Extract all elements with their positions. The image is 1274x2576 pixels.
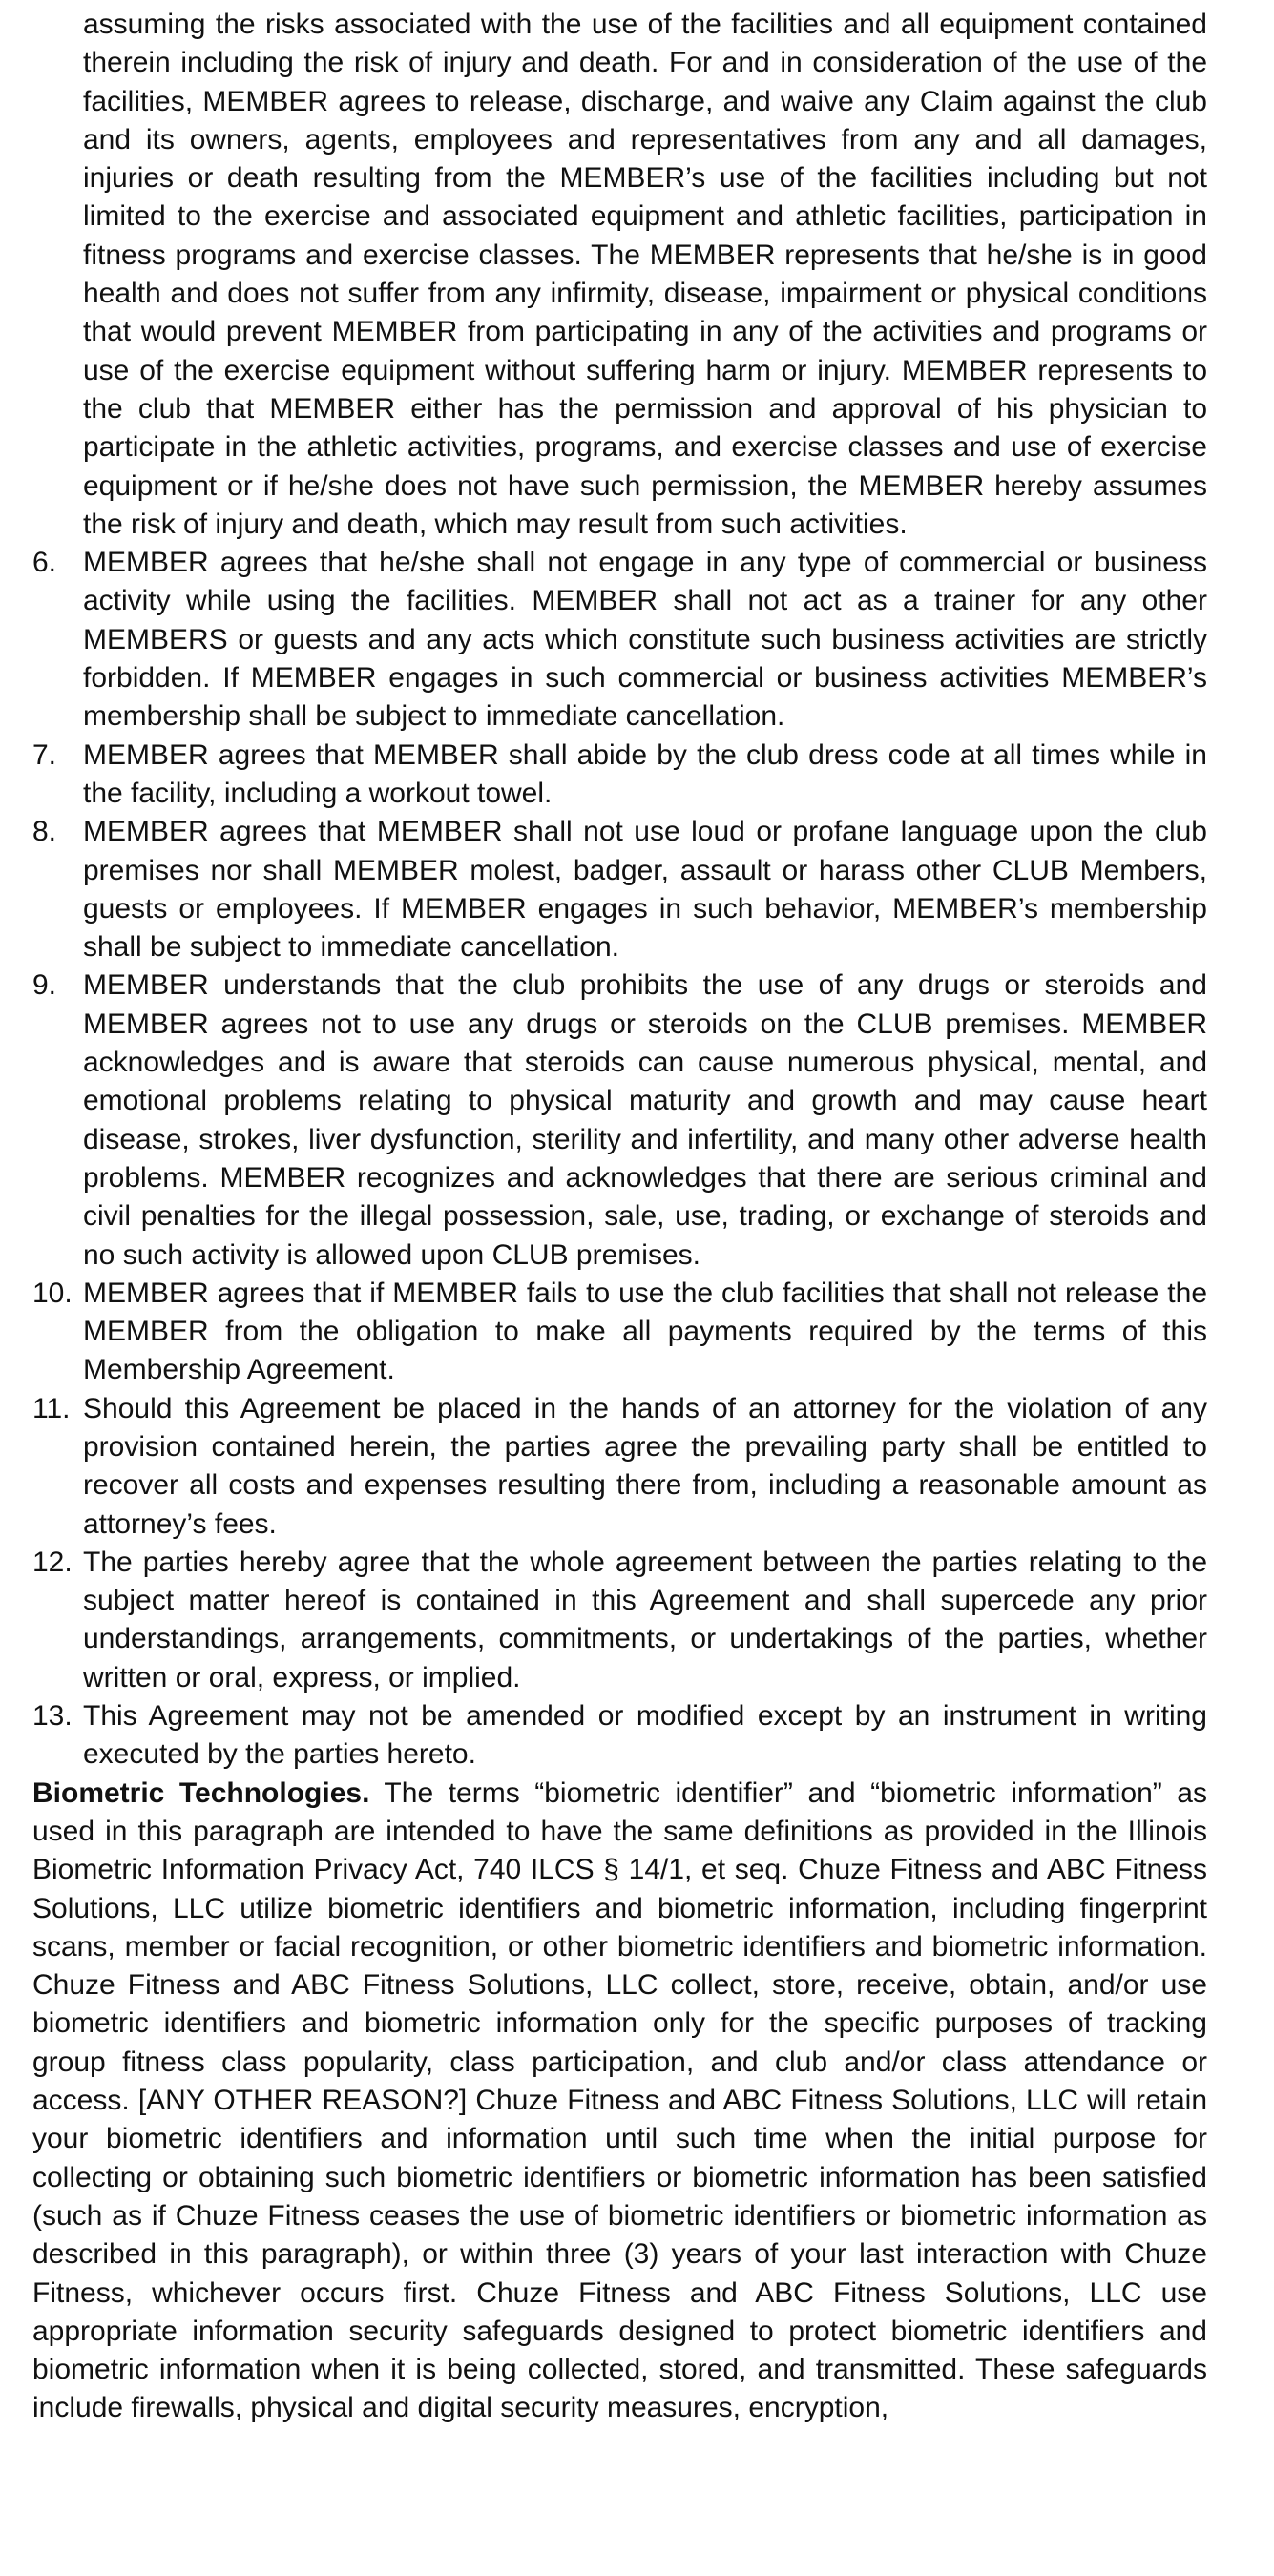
list-item-8 (32, 813, 1207, 966)
item-number: 9. (32, 969, 57, 1002)
item-number: 8. (32, 816, 57, 848)
list-item-10 (32, 1275, 1207, 1390)
item-text: MEMBER agrees that if MEMBER fails to use the club facilities that shall not release the MEMBER from the obligation to make all payments required by the terms of this Membership Agreement. (83, 1277, 1207, 1386)
item-text: Should this Agreement be placed in the hands of an attorney for the violation of any provision contained herein, the parties agree the prevailing party shall be entitled to recover all costs and expenses resulting there from, including a reasonable amount as attorney’s fees. (83, 1392, 1207, 1540)
item-number: 12. (32, 1546, 73, 1578)
list-item-6 (32, 544, 1207, 736)
item-number: 7. (32, 738, 57, 771)
item-5-continuation: assuming the risks associated with the use of the facilities and all equipment contained therein including the risk of injury and death. For and in consideration of the use of the facilities, MEMBER agrees to release, discharge, and waive any Claim against the club and its owners, agents, employees and representatives from any and all damages, injuries or death resulting from the MEMBER’s use of the facilities including but not limited to the exercise and associated equipment and athletic facilities, participation in fitness programs and exercise classes. The MEMBER represents that he/she is in good health and does not suffer from any infirmity, disease, impairment or physical conditions that would prevent MEMBER from participating in any of the activities and programs or use of the exercise equipment without suffering harm or injury. MEMBER represents to the club that MEMBER either has the permission and approval of his physician to participate in the athletic activities, programs, and exercise classes and use of exercise equipment or if he/she does not have such permission, the MEMBER hereby assumes the risk of injury and death, which may result from such activities. (83, 9, 1207, 540)
list-item-9 (32, 966, 1207, 1274)
item-text: MEMBER agrees that he/she shall not engage in any type of commercial or business activity while using the facilities. MEMBER shall not act as a trainer for any other MEMBERS or guests and any acts which constitute such business activities are strictly forbidden. If MEMBER engages in such commercial or business activities MEMBER’s membership shall be subject to immediate cancellation. (83, 547, 1207, 733)
item-text: MEMBER agrees that MEMBER shall not use loud or profane language upon the club premises nor shall MEMBER molest, badger, assault or harass other CLUB Members, guests or employees. If MEMBER engages in such behavior, MEMBER’s membership shall be subject to immediate cancellation. (83, 816, 1207, 964)
biometric-body: The terms “biometric identifier” and “biometric information” as used in this paragraph are intended to have the same definitions as provided in the Illinois Biometric Information Privacy Act, 740 ILCS § 14/1, et seq. Chuze Fitness and ABC Fitness Solutions, LLC utilize biometric identifiers and biometric information, including fingerprint scans, member or facial recognition, or other biometric identifiers and biometric information. Chuze Fitness and ABC Fitness Solutions, LLC collect, store, receive, obtain, and/or use biometric identifiers and biometric information only for the specific purposes of tracking group fitness class popularity, class participation, and club and/or class attendance or access. [ANY OTHER REASON?] Chuze Fitness and ABC Fitness Solutions, LLC will retain your biometric identifiers and information until such time when the initial purpose for collecting or obtaining such biometric identifiers or biometric information has been satisfied (such as if Chuze Fitness ceases the use of biometric identifiers or biometric information as described in this paragraph), or within three (3) years of your last interaction with Chuze Fitness, whichever occurs first. Chuze Fitness and ABC Fitness Solutions, LLC use appropriate information security safeguards designed to protect biometric identifiers and biometric information when it is being collected, stored, and transmitted. These safeguards include firewalls, physical and digital security measures, encryption, (32, 1776, 1207, 2424)
item-text: This Agreement may not be amended or modified except by an instrument in writing executed by the parties hereto. (83, 1700, 1207, 1771)
item-text: The parties hereby agree that the whole agreement between the parties relating to the subject matter hereof is contained in this Agreement and shall supercede any prior understandings, arrangements, commitments, or undertakings of the parties, whether written or oral, express, or implied. (83, 1546, 1207, 1693)
biometric-heading: Biometric Technologies. (32, 1776, 370, 1809)
item-number: 11. (32, 1392, 71, 1424)
list-item-12 (32, 1544, 1207, 1697)
list-item-13 (32, 1697, 1207, 1775)
biometric-paragraph (32, 1775, 1207, 2428)
list-item-7 (32, 737, 1207, 814)
item-number: 10. (32, 1277, 73, 1309)
item-number: 6. (32, 547, 57, 579)
item-text: MEMBER agrees that MEMBER shall abide by the club dress code at all times while in the facility, including a workout towel. (83, 738, 1207, 809)
item-text: MEMBER understands that the club prohibits the use of any drugs or steroids and MEMBER agrees not to use any drugs or steroids on the CLUB premises. MEMBER acknowledges and is aware that steroids can cause numerous physical, mental, and emotional problems relating to physical maturity and growth and may cause heart disease, strokes, liver dysfunction, sterility and infertility, and many other adverse health problems. MEMBER recognizes and acknowledges that there are serious criminal and civil penalties for the illegal possession, sale, use, trading, or exchange of steroids and no such activity is allowed upon CLUB premises. (83, 969, 1207, 1271)
list-item-11 (32, 1390, 1207, 1544)
item-number: 13. (32, 1700, 73, 1733)
